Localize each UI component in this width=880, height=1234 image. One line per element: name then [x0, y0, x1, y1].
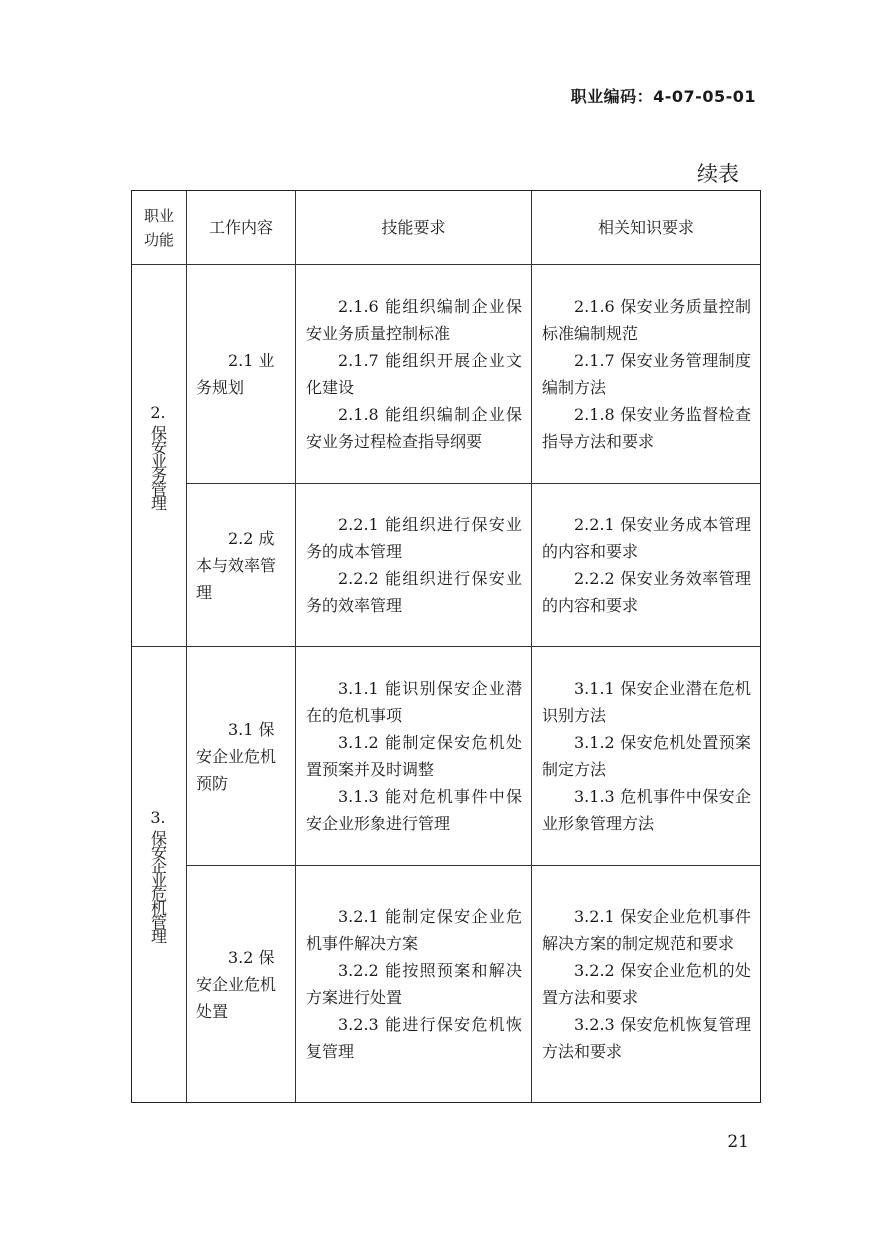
knowledge-item: 3.2.3 保安危机恢复管理方法和要求	[542, 1015, 751, 1061]
knowledge-item: 2.1.8 保安业务监督检查指导方法和要求	[542, 405, 751, 451]
requirements-table	[131, 190, 761, 1103]
work-content-cell: 3.1 保安企业危机预防	[187, 647, 296, 866]
function-number: 3.	[150, 807, 166, 827]
skill-item: 2.1.7 能组织开展企业文化建设	[306, 351, 522, 397]
skills-cell	[296, 866, 532, 1102]
function-name: 保安业务管理	[148, 424, 168, 509]
skill-item: 2.2.2 能组织进行保安业务的效率管理	[306, 569, 522, 615]
function-number: 2.	[150, 402, 166, 422]
function-cell-2	[132, 265, 187, 647]
knowledge-item: 2.2.1 保安业务成本管理的内容和要求	[542, 515, 751, 561]
function-name: 保安企业危机管理	[148, 829, 168, 942]
knowledge-item: 3.1.3 危机事件中保安企业形象管理方法	[542, 787, 751, 833]
skills-cell	[296, 647, 532, 866]
skill-item: 3.1.1 能识别保安企业潜在的危机事项	[306, 679, 522, 725]
knowledge-item: 3.2.2 保安企业危机的处置方法和要求	[542, 961, 751, 1007]
header-skills: 技能要求	[296, 191, 532, 265]
work-content-cell: 2.2 成本与效率管理	[187, 484, 296, 647]
continuation-label: 续表	[697, 162, 739, 186]
knowledge-cell	[532, 866, 760, 1102]
skills-cell	[296, 484, 532, 647]
work-content-cell: 3.2 保安企业危机处置	[187, 866, 296, 1102]
knowledge-item: 3.1.2 保安危机处置预案制定方法	[542, 733, 751, 779]
skills-cell	[296, 265, 532, 484]
knowledge-item: 3.2.1 保安企业危机事件解决方案的制定规范和要求	[542, 907, 751, 953]
occupation-code: 职业编码：4-07-05-01	[570, 87, 756, 106]
skill-item: 2.2.1 能组织进行保安业务的成本管理	[306, 515, 522, 561]
knowledge-cell	[532, 647, 760, 866]
skill-item: 2.1.8 能组织编制企业保安业务过程检查指导纲要	[306, 405, 522, 451]
skill-item: 2.1.6 能组织编制企业保安业务质量控制标准	[306, 297, 522, 343]
knowledge-cell	[532, 265, 760, 484]
skill-item: 3.1.3 能对危机事件中保安企业形象进行管理	[306, 787, 522, 833]
function-cell-3	[132, 647, 187, 1102]
knowledge-cell	[532, 484, 760, 647]
skill-item: 3.2.1 能制定保安企业危机事件解决方案	[306, 907, 522, 953]
header-function: 职业 功能	[132, 191, 187, 265]
page-number: 21	[727, 1132, 749, 1152]
knowledge-item: 2.2.2 保安业务效率管理的内容和要求	[542, 569, 751, 615]
skill-item: 3.1.2 能制定保安危机处置预案并及时调整	[306, 733, 522, 779]
header-knowledge: 相关知识要求	[532, 191, 760, 265]
header-work-content: 工作内容	[187, 191, 296, 265]
skill-item: 3.2.2 能按照预案和解决方案进行处置	[306, 961, 522, 1007]
knowledge-item: 2.1.7 保安业务管理制度编制方法	[542, 351, 751, 397]
knowledge-item: 3.1.1 保安企业潜在危机识别方法	[542, 679, 751, 725]
skill-item: 3.2.3 能进行保安危机恢复管理	[306, 1015, 522, 1061]
work-content-cell: 2.1 业务规划	[187, 265, 296, 484]
knowledge-item: 2.1.6 保安业务质量控制标准编制规范	[542, 297, 751, 343]
